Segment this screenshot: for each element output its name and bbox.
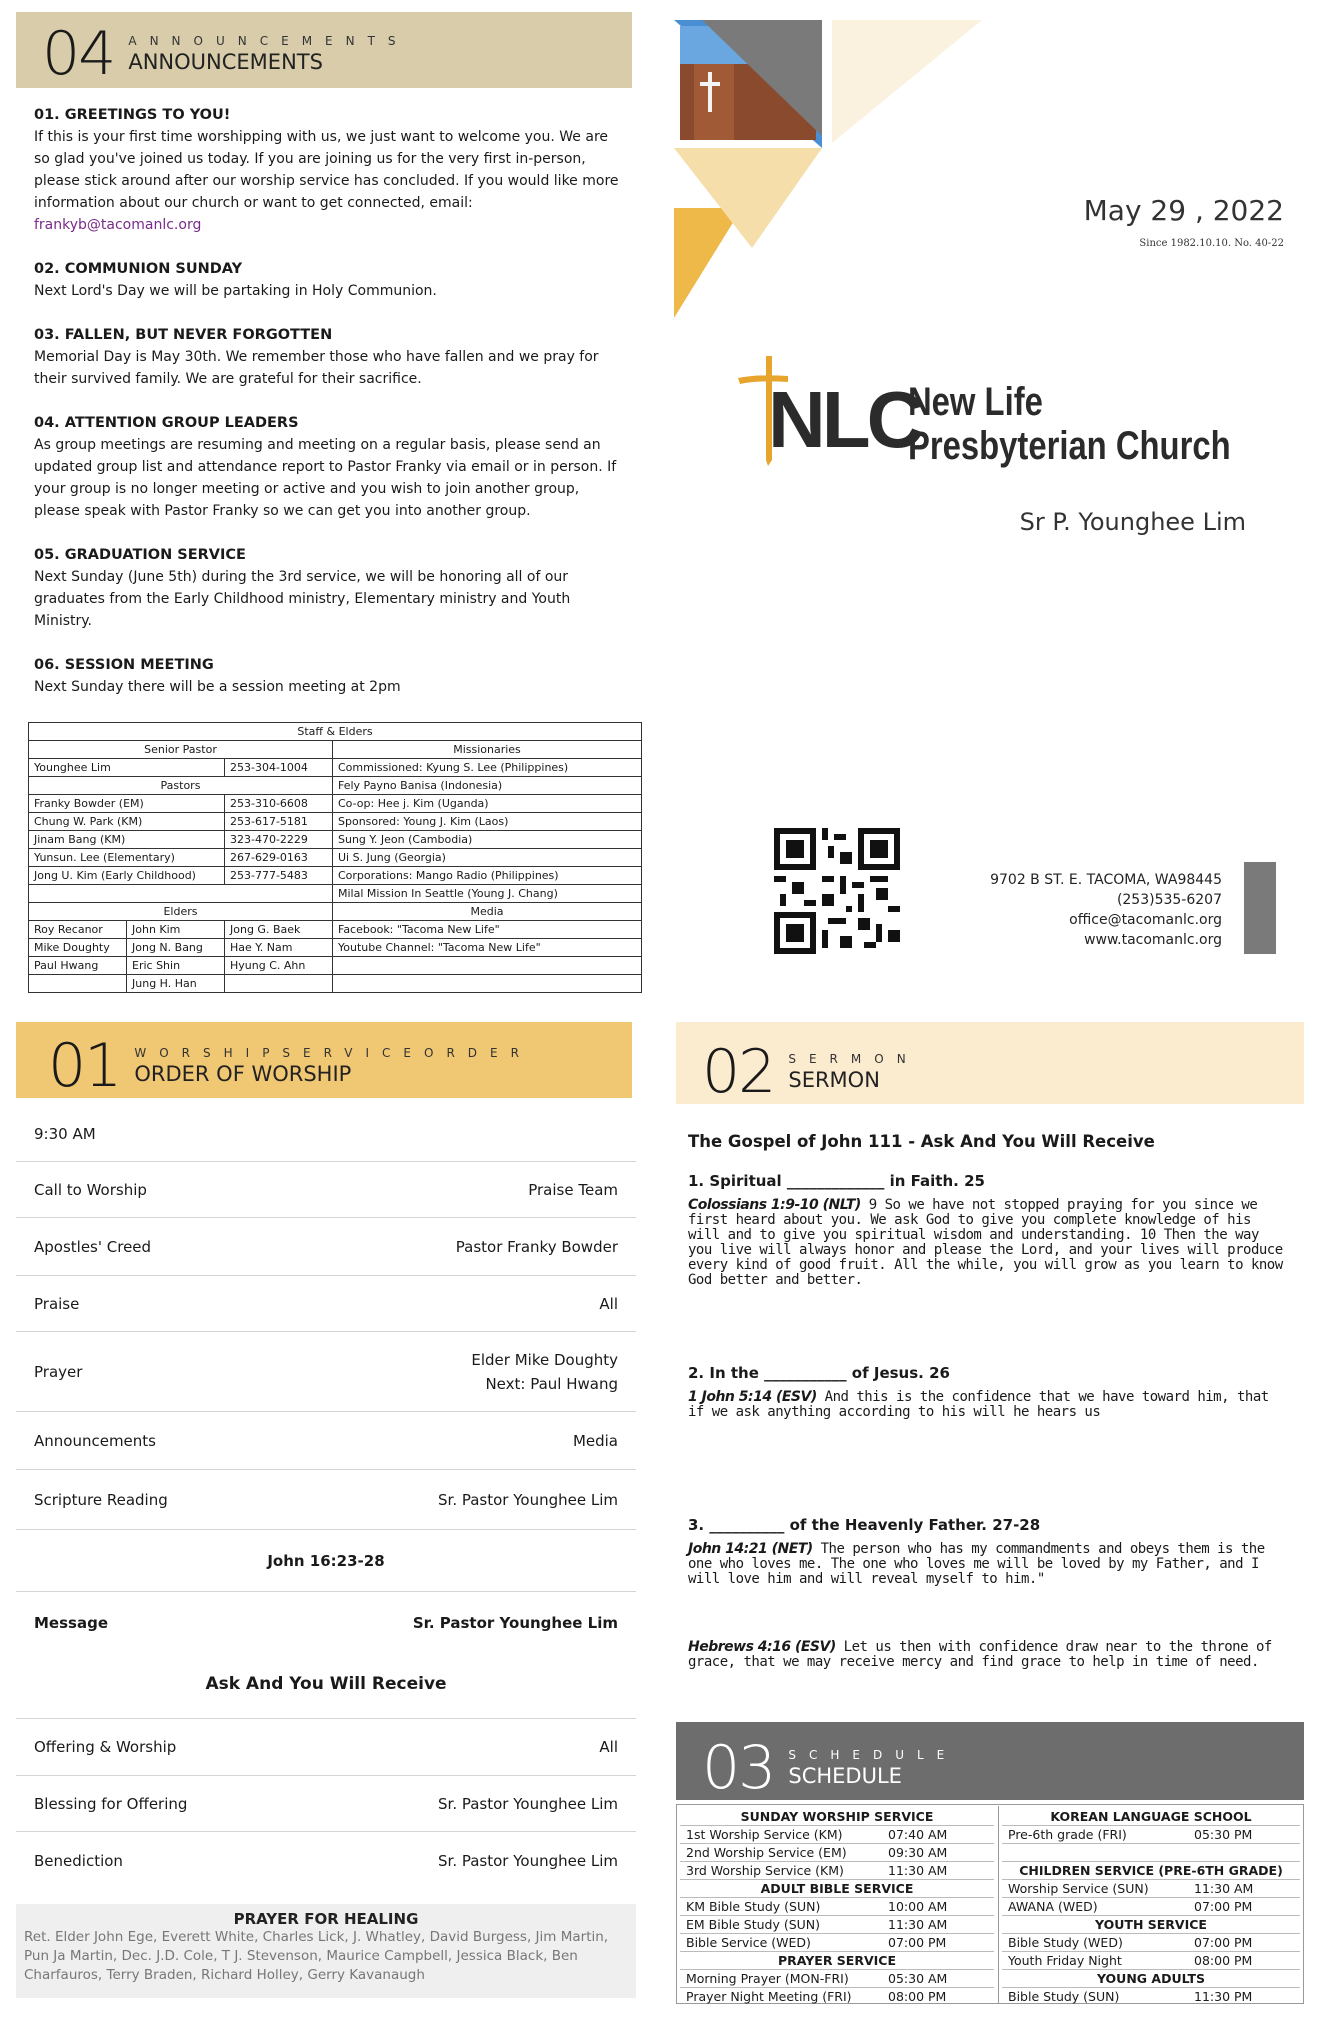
announcement-4	[34, 412, 624, 522]
schedule-row	[1002, 1826, 1300, 1844]
schedule-heading: PRAYER SERVICE	[680, 1952, 994, 1970]
section-title: SCHEDULE	[788, 1764, 902, 1788]
schedule-time: 10:00 AM	[888, 1899, 948, 1914]
worship-item	[16, 1776, 636, 1832]
message-label: Message	[34, 1614, 108, 1632]
section-number: 01	[48, 1031, 121, 1101]
contact-block	[990, 870, 1222, 950]
schedule-name: Bible Study (WED)	[1008, 1935, 1123, 1950]
elder-name	[29, 975, 127, 993]
church-email[interactable]: office@tacomanlc.org	[1069, 912, 1222, 928]
staff-phone: 253-777-5483	[225, 867, 333, 885]
elder-name: Roy Recanor	[29, 921, 127, 939]
prayer-names: Ret. Elder John Ege, Everett White, Charles Lick, J. Whatley, David Burgess, Jim Martin, Pun Ja Martin, Dec. J.D. Cole, T J. Stevenson, Maurice Campbell, Jessica Black, Ben Charfauros, Terry Braden, Richard Holley, Gerry Kavanaugh	[24, 1929, 609, 1983]
schedule-right	[1002, 1808, 1300, 2006]
schedule-time: 07:00 PM	[888, 1935, 947, 1950]
announcement-heading: 06. SESSION MEETING	[34, 657, 214, 673]
announcement-body: Next Sunday (June 5th) during the 3rd service, we will be honoring all of our graduates from the Early Childhood ministry, Elementary ministry and Youth Ministry.	[34, 569, 571, 629]
schedule-row	[1002, 1952, 1300, 1970]
section-subtitle: SCHEDULE	[788, 1748, 958, 1762]
schedule-time: 05:30 PM	[1194, 1827, 1253, 1842]
schedule-name: KM Bible Study (SUN)	[686, 1899, 821, 1914]
staff-name: Jong U. Kim (Early Childhood)	[29, 867, 225, 885]
sermon-extra-verse	[688, 1640, 1288, 1670]
schedule-row	[680, 1934, 994, 1952]
section-number: 04	[42, 19, 115, 89]
schedule-header	[702, 1733, 958, 1803]
point-label: 3. __________ of the Heavenly Father. 27-28	[688, 1516, 1041, 1534]
senior-pastor-label: Senior Pastor	[29, 741, 333, 759]
worship-item-label: Scripture Reading	[34, 1490, 168, 1509]
elder-name	[225, 975, 333, 993]
schedule-row	[680, 1916, 994, 1934]
worship-item-label: Offering & Worship	[34, 1737, 177, 1756]
schedule-time: 08:00 PM	[888, 1989, 947, 2004]
staff-phone: 253-304-1004	[225, 759, 333, 777]
staff-phone: 323-470-2229	[225, 831, 333, 849]
prayer-box	[16, 1904, 636, 1998]
senior-pastor-name: Sr P. Younghee Lim	[1019, 508, 1246, 536]
verse-reference: Colossians 1:9-10 (NLT)	[688, 1197, 861, 1213]
section-subtitle: WORSHIPSERVICEORDER	[134, 1046, 532, 1060]
elder-name: Hae Y. Nam	[225, 939, 333, 957]
schedule-name: Youth Friday Night	[1008, 1953, 1122, 1968]
section-title: SERMON	[788, 1068, 880, 1092]
elders-label: Elders	[29, 903, 333, 921]
schedule-left	[680, 1808, 994, 2006]
announcement-heading: 03. FALLEN, BUT NEVER FORGOTTEN	[34, 327, 333, 343]
schedule-row	[680, 1970, 994, 1988]
worship-item-label: Announcements	[34, 1431, 156, 1450]
worship-item-leader: All	[599, 1294, 618, 1313]
worship-item	[16, 1718, 636, 1776]
worship-item	[16, 1218, 636, 1276]
media-item: Facebook: "Tacoma New Life"	[333, 921, 642, 939]
schedule-row	[680, 1898, 994, 1916]
section-number: 03	[702, 1733, 775, 1803]
schedule-name: Morning Prayer (MON-FRI)	[686, 1971, 849, 1986]
elder-name: Jong G. Baek	[225, 921, 333, 939]
worship-item	[16, 1332, 636, 1412]
bulletin-date: May 29 , 2022	[1083, 194, 1284, 227]
message-row	[16, 1592, 636, 1654]
announcement-body: Next Sunday there will be a session meeting at 2pm	[34, 679, 401, 695]
staff-phone: 253-310-6608	[225, 795, 333, 813]
staff-phone: 253-617-5181	[225, 813, 333, 831]
worship-item	[16, 1412, 636, 1470]
schedule-heading: ADULT BIBLE SERVICE	[680, 1880, 994, 1898]
sermon-heading: The Gospel of John 111 - Ask And You Will Receive	[688, 1132, 1155, 1151]
service-time: 9:30 AM	[34, 1124, 96, 1143]
worship-item	[16, 1832, 636, 1890]
missionary: Corporations: Mango Radio (Philippines)	[333, 867, 642, 885]
elder-name: Eric Shin	[127, 957, 225, 975]
schedule-row	[1002, 1880, 1300, 1898]
schedule-name: EM Bible Study (SUN)	[686, 1917, 821, 1932]
worship-item-leader: Sr. Pastor Younghee Lim	[438, 1852, 618, 1870]
worship-item-leader: Elder Mike Doughty	[471, 1350, 618, 1369]
missionary: Sponsored: Young J. Kim (Laos)	[333, 813, 642, 831]
announcement-heading: 05. GRADUATION SERVICE	[34, 547, 246, 563]
announcement-heading: 04. ATTENTION GROUP LEADERS	[34, 415, 299, 431]
schedule-name: Bible Service (WED)	[686, 1935, 811, 1950]
schedule-time: 11:30 AM	[888, 1917, 948, 1932]
schedule-time: 05:30 AM	[888, 1971, 948, 1986]
church-phone[interactable]: (253)535-6207	[1116, 892, 1222, 908]
schedule-time: 11:30 PM	[1194, 1989, 1253, 2004]
elder-name: John Kim	[127, 921, 225, 939]
announcement-body: Memorial Day is May 30th. We remember those who have fallen and we pray for their survived family. We are grateful for their sacrifice.	[34, 349, 599, 387]
verse-text: The person who has my commandments and obeys them is the one who loves me. The one who loves me will be loved by my Father, and I will love him and will reveal myself to him."	[688, 1541, 1265, 1587]
worship-item-label: Praise	[34, 1294, 80, 1313]
announcement-1	[34, 104, 624, 236]
staff-name: Chung W. Park (KM)	[29, 813, 225, 831]
announcement-body: If this is your first time worshipping with us, we just want to welcome you. We are so glad you've joined us today. If you are joining us for the very first in-person, please stick around after our worship service has concluded. If you would like more information about our church or want to get connected, email:	[34, 129, 619, 211]
worship-time-row	[16, 1106, 636, 1162]
church-name-line1: New Life	[908, 380, 1043, 424]
schedule-time: 11:30 AM	[888, 1863, 948, 1878]
pastors-label: Pastors	[29, 777, 333, 795]
media-item: Youtube Channel: "Tacoma New Life"	[333, 939, 642, 957]
announcement-6	[34, 654, 624, 698]
missionary: Fely Payno Banisa (Indonesia)	[333, 777, 642, 795]
schedule-name: 3rd Worship Service (KM)	[686, 1863, 844, 1878]
cover-geometric-art	[672, 18, 982, 318]
worship-item-leader: Praise Team	[528, 1180, 618, 1199]
sermon-point-1	[688, 1172, 1288, 1288]
schedule-time	[1194, 1844, 1294, 1861]
worship-item-label: Blessing for Offering	[34, 1794, 188, 1813]
verse-text: 9 So we have not stopped praying for you since we first heard about you. We ask God to give you complete knowledge of his will and to give you spiritual wisdom and understanding. 10 Then the way you live will always honor and please the Lord, and your lives will produce every kind of good fruit. All the while, you will grow as you learn to know God better and better.	[688, 1197, 1283, 1288]
schedule-name: AWANA (WED)	[1008, 1899, 1098, 1914]
schedule-row	[680, 1988, 994, 2006]
point-label: 1. Spiritual _____________ in Faith. 25	[688, 1172, 985, 1190]
email-link[interactable]: frankyb@tacomanlc.org	[34, 217, 202, 233]
elder-name: Jung H. Han	[127, 975, 225, 993]
worship-item-label: Prayer	[34, 1362, 83, 1381]
worship-item-leader: Sr. Pastor Younghee Lim	[438, 1794, 618, 1813]
announcement-heading: 01. GREETINGS TO YOU!	[34, 107, 231, 123]
staff-name: Younghee Lim	[29, 759, 225, 777]
schedule-row	[680, 1844, 994, 1862]
missionary: Commissioned: Kyung S. Lee (Philippines)	[333, 759, 642, 777]
announcement-5	[34, 544, 624, 632]
section-title: ORDER OF WORSHIP	[134, 1062, 352, 1086]
prayer-title: PRAYER FOR HEALING	[233, 1910, 419, 1928]
section-subtitle: SERMON	[788, 1052, 919, 1066]
schedule-row	[680, 1826, 994, 1844]
church-name-line2: Presbyterian Church	[908, 424, 1231, 468]
worship-item	[16, 1162, 636, 1218]
schedule-name: Prayer Night Meeting (FRI)	[686, 1989, 852, 2004]
worship-item-next: Next: Paul Hwang	[485, 1374, 618, 1393]
staff-name: Franky Bowder (EM)	[29, 795, 225, 813]
since-line: Since 1982.10.10. No. 40-22	[1139, 238, 1284, 249]
elder-name: Hyung C. Ahn	[225, 957, 333, 975]
schedule-heading: KOREAN LANGUAGE SCHOOL	[1002, 1808, 1300, 1826]
sermon-point-2	[688, 1364, 1288, 1420]
sermon-point-3	[688, 1516, 1288, 1587]
announcements-header	[42, 19, 409, 89]
schedule-time: 07:00 PM	[1194, 1935, 1253, 1950]
schedule-time: 07:00 PM	[1194, 1899, 1253, 1914]
missionary: Co-op: Hee j. Kim (Uganda)	[333, 795, 642, 813]
schedule-time: 08:00 PM	[1194, 1953, 1253, 1968]
church-address: 9702 B ST. E. TACOMA, WA98445	[990, 872, 1222, 888]
worship-item-leader: Media	[572, 1431, 618, 1450]
schedule-time: 11:30 AM	[1194, 1881, 1254, 1896]
schedule-row	[1002, 1844, 1300, 1862]
light-triangle	[832, 20, 982, 143]
gray-accent-bar	[1244, 862, 1276, 954]
schedule-time: 07:40 AM	[888, 1827, 948, 1842]
announcement-3	[34, 324, 624, 390]
church-logo-text: NLC	[768, 375, 921, 464]
section-number: 02	[702, 1037, 775, 1107]
staff-name: Jinam Bang (KM)	[29, 831, 225, 849]
worship-item-label: Benediction	[34, 1852, 123, 1870]
schedule-time: 09:30 AM	[888, 1845, 948, 1860]
missionary: Sung Y. Jeon (Cambodia)	[333, 831, 642, 849]
schedule-row	[1002, 1898, 1300, 1916]
worship-item	[16, 1470, 636, 1530]
verse-text: Let us then with confidence draw near to the throne of grace, that we may receive mercy and find grace to help in time of need.	[688, 1639, 1272, 1670]
section-title: ANNOUNCEMENTS	[128, 50, 323, 74]
worship-item-leader: Pastor Franky Bowder	[455, 1237, 618, 1256]
announcement-heading: 02. COMMUNION SUNDAY	[34, 261, 243, 277]
worship-item-leader: All	[599, 1737, 618, 1756]
message-title: Ask And You Will Receive	[205, 1674, 447, 1694]
schedule-divider	[998, 1806, 999, 2004]
schedule-row	[1002, 1988, 1300, 2006]
announcement-2	[34, 258, 624, 302]
schedule-heading: YOUTH SERVICE	[1002, 1916, 1300, 1934]
elder-name: Mike Doughty	[29, 939, 127, 957]
staff-name: Yunsun. Lee (Elementary)	[29, 849, 225, 867]
sermon-header	[702, 1037, 919, 1107]
verse-reference: 1 John 5:14 (ESV)	[688, 1389, 817, 1405]
verse-text: And this is the confidence that we have toward him, that if we ask anything according to his will he hears us	[688, 1389, 1269, 1420]
schedule-name: Pre-6th grade (FRI)	[1008, 1827, 1127, 1842]
schedule-name: 1st Worship Service (KM)	[686, 1827, 843, 1842]
worship-item-leader: Sr. Pastor Younghee Lim	[438, 1490, 618, 1509]
schedule-name: 2nd Worship Service (EM)	[686, 1845, 847, 1860]
schedule-name: Worship Service (SUN)	[1008, 1881, 1149, 1896]
missionary: Milal Mission In Seattle (Young J. Chang)	[333, 885, 642, 903]
worship-item-label: Call to Worship	[34, 1180, 147, 1199]
qr-code-icon	[774, 828, 900, 954]
verse-reference: Hebrews 4:16 (ESV)	[688, 1639, 836, 1655]
missionary: Ui S. Jung (Georgia)	[333, 849, 642, 867]
section-subtitle: ANNOUNCEMENTS	[128, 34, 409, 48]
scripture-reference: John 16:23-28	[267, 1551, 385, 1570]
schedule-heading: YOUNG ADULTS	[1002, 1970, 1300, 1988]
missionaries-label: Missionaries	[333, 741, 642, 759]
schedule-row	[680, 1862, 994, 1880]
church-website[interactable]: www.tacomanlc.org	[1084, 932, 1222, 948]
worship-item	[16, 1276, 636, 1332]
worship-header	[48, 1031, 532, 1101]
scripture-row	[16, 1530, 636, 1592]
point-label: 2. In the ___________ of Jesus. 26	[688, 1364, 950, 1382]
announcement-body: As group meetings are resuming and meeting on a regular basis, please send an updated group list and attendance report to Pastor Franky via email or in person. If your group is no longer meeting or active and you wish to join another group, please speak with Pastor Franky so we can get you into another group.	[34, 437, 617, 519]
schedule-heading: SUNDAY WORSHIP SERVICE	[680, 1808, 994, 1826]
worship-item-label: Apostles' Creed	[34, 1237, 152, 1256]
staff-table	[28, 722, 642, 993]
schedule-heading: CHILDREN SERVICE (PRE-6TH GRADE)	[1002, 1862, 1300, 1880]
announcement-body: Next Lord's Day we will be partaking in Holy Communion.	[34, 283, 437, 299]
schedule-name: Bible Study (SUN)	[1008, 1989, 1120, 2004]
elder-name: Jong N. Bang	[127, 939, 225, 957]
staff-title: Staff & Elders	[29, 723, 642, 741]
verse-reference: John 14:21 (NET)	[688, 1541, 813, 1557]
staff-phone: 267-629-0163	[225, 849, 333, 867]
schedule-row	[1002, 1934, 1300, 1952]
elder-name: Paul Hwang	[29, 957, 127, 975]
gold-triangle	[674, 208, 742, 318]
media-label: Media	[333, 903, 642, 921]
message-leader: Sr. Pastor Younghee Lim	[412, 1614, 618, 1632]
